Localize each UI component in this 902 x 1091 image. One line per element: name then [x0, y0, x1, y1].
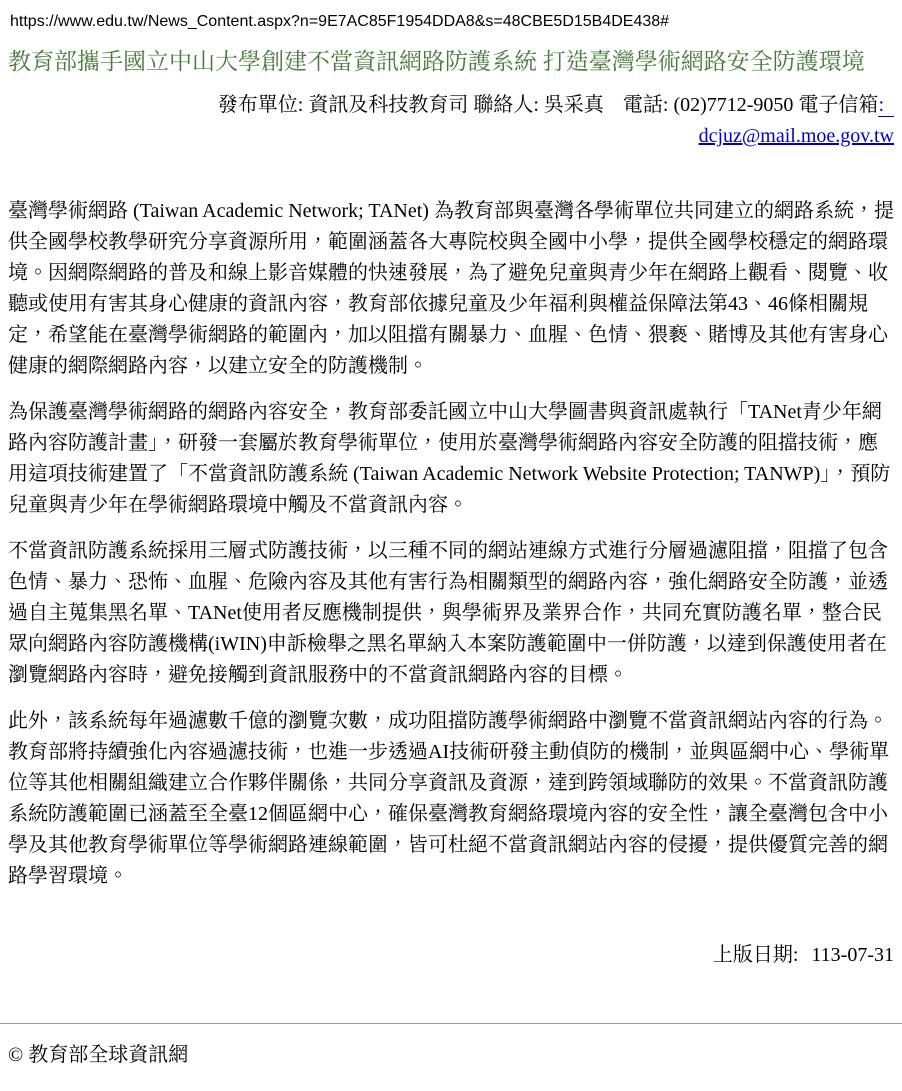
article-paragraph-1: 臺灣學術網路 (Taiwan Academic Network; TANet) 為教育部與臺灣各學術單位共同建立的網路系統，提供全國學校教學研究分享資源所用，範圍涵蓋各大專院校與全國中小學，提供全國學校穩定的網路環境。因網際網路的普及和線上影音媒體的快速發展，為了避免兒童與青少年在網路上觀看、閱覽、收聽或使用有害其身心健康的資訊內容，教育部依據兒童及少年福利與權益保障法第43、46條相關規定，希望能在臺灣學術網路的範圍內，加以阻擋有關暴力、血腥、色情、猥褻、賭博及其他有害身心健康的網際網路內容，以建立安全的防護機制。: [8, 200, 894, 377]
publish-date-value: 113-07-31: [811, 944, 894, 966]
page-url: https://www.edu.tw/News_Content.aspx?n=9E7AC85F1954DDA8&s=48CBE5D15B4DE438#: [10, 13, 670, 30]
publish-date-label: 上版日期:: [712, 944, 799, 966]
copyright-notice: © 教育部全球資訊網: [8, 1044, 189, 1066]
contact-value: 吳采真: [543, 94, 604, 116]
publish-date-line: [8, 940, 894, 971]
email-link-colon[interactable]: :: [878, 94, 894, 117]
publisher-label: 發布單位:: [217, 94, 304, 116]
article-paragraph-3: 不當資訊防護系統採用三層式防護技術，以三種不同的網站連線方式進行分層過濾阻擋，阻擋了包含色情、暴力、恐怖、血腥、危險內容及其他有害行為相關類型的網路內容，強化網路安全防護，並透過自主蒐集黑名單、TANet使用者反應機制提供，與學術界及業界合作，共同充實防護名單，整合民眾向網路內容防護機構(iWIN)申訴檢舉之黑名單納入本案防護範圍中一併防護，以達到保護使用者在瀏覽網路內容時，避免接觸到資訊服務中的不當資訊網路內容的目標。: [8, 540, 888, 686]
article-paragraph-4: 此外，該系統每年過濾數千億的瀏覽次數，成功阻擋防護學術網路中瀏覽不當資訊網站內容的行為。教育部將持續強化內容過濾技術，也進一步透過AI技術研發主動偵防的機制，並與區網中心、學術單位等其他相關組織建立合作夥伴關係，共同分享資訊及資源，達到跨領域聯防的效果。不當資訊防護系統防護範圍已涵蓋至全臺12個區網中心，確保臺灣教育網絡環境內容的安全性，讓全臺灣包含中小學及其他教育學術單位等學術網路連線範圍，皆可杜絕不當資訊網站內容的侵擾，提供優質完善的網路學習環境。: [8, 710, 890, 887]
news-content-page: [8, 12, 894, 1071]
email-link[interactable]: dcjuz@mail.moe.gov.tw: [698, 125, 894, 147]
publisher-value: 資訊及科技教育司: [308, 94, 469, 116]
footer-divider: [0, 1023, 902, 1024]
news-title: 教育部攜手國立中山大學創建不當資訊網路防護系統 打造臺灣學術網路安全防護環境: [8, 49, 865, 74]
article-body: [8, 196, 894, 892]
contact-label: 聯絡人:: [473, 94, 539, 116]
email-label: 電子信箱: [798, 94, 879, 116]
publish-info-block: [8, 90, 894, 152]
article-paragraph-2: 為保護臺灣學術網路的網路內容安全，教育部委託國立中山大學圖書與資訊處執行「TANet青少年網路內容防護計畫」，研發一套屬於教育學術單位，使用於臺灣學術網路內容安全防護的阻擋技術，應用這項技術建置了「不當資訊防護系統 (Taiwan Academic Network Website Protection; TANWP)」，預防兒童與青少年在學術網路環境中觸及不當資訊內容。: [8, 401, 891, 516]
phone-value: (02)7712-9050: [673, 94, 794, 116]
phone-label: 電話:: [622, 94, 669, 116]
